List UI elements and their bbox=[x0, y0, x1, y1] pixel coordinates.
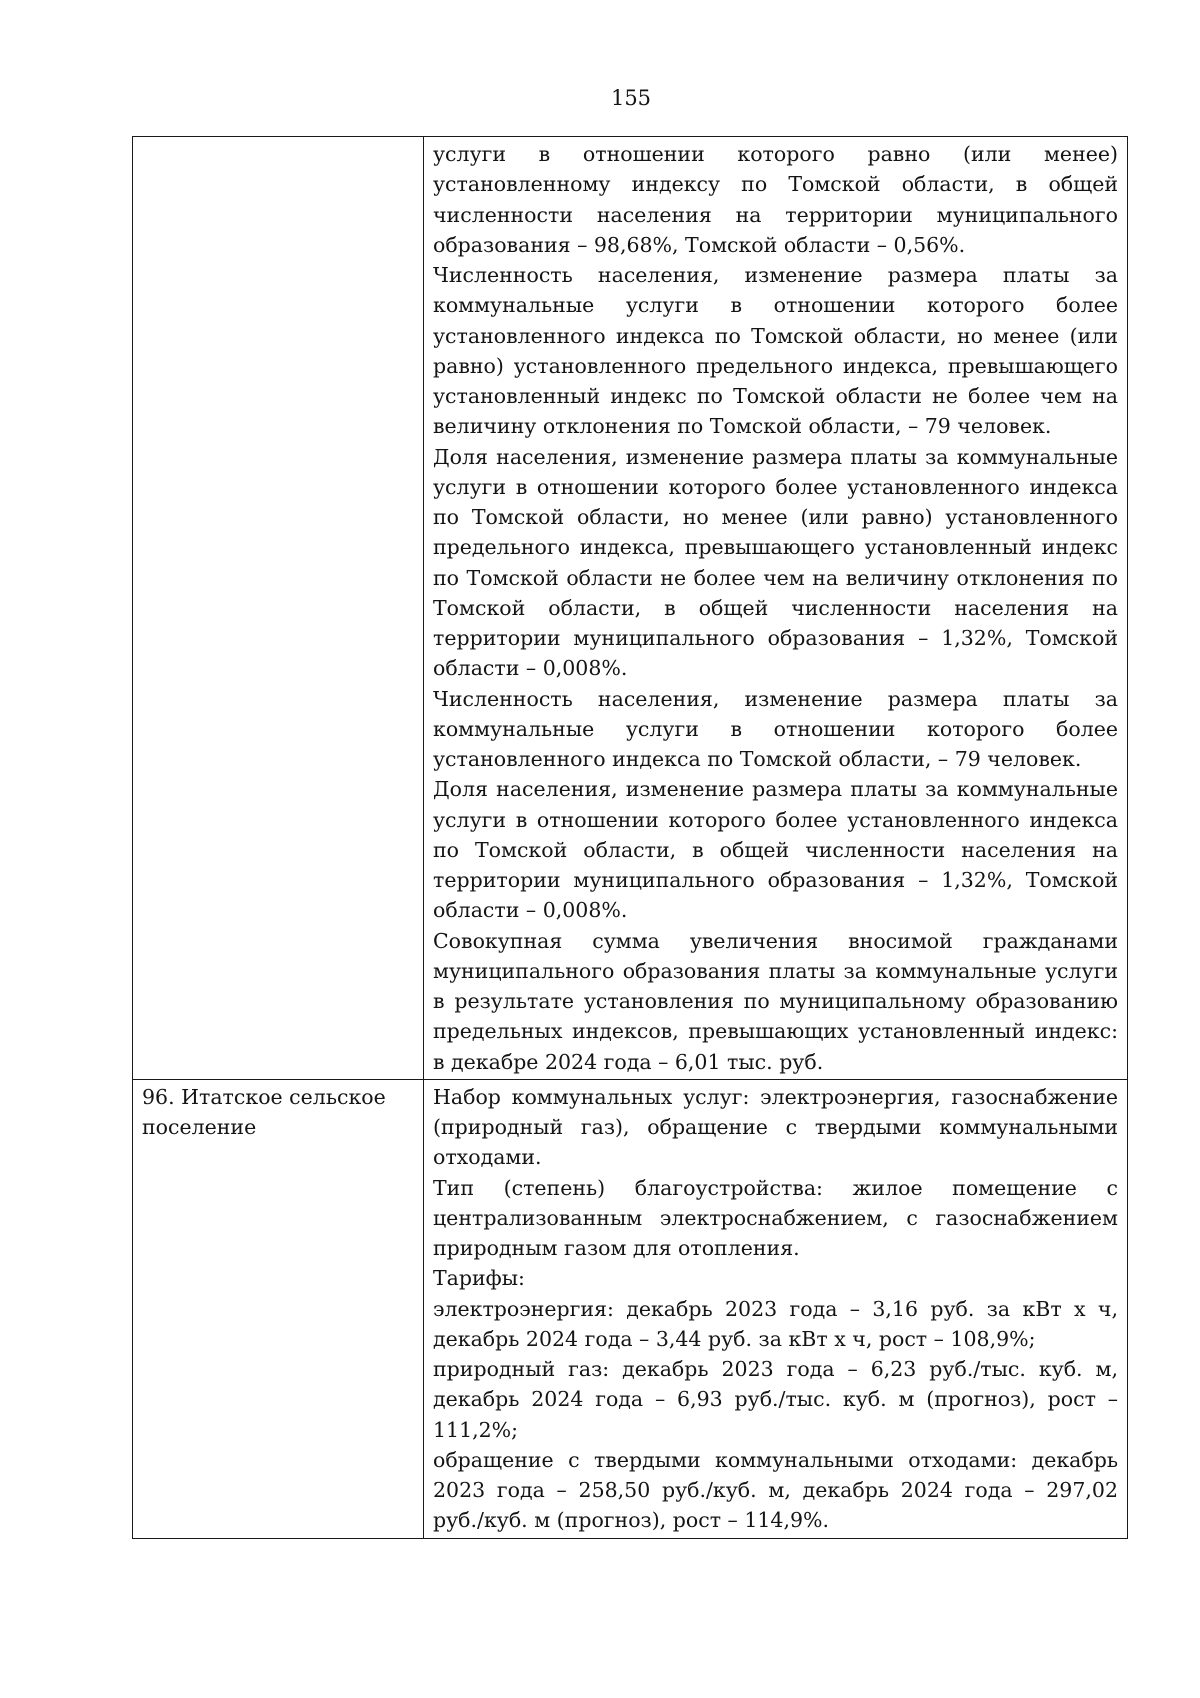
paragraph: обращение с твердыми коммунальными отходами: декабрь 2023 года – 258,50 руб./куб. м, декабрь 2024 года – 297,02 руб./куб. м (прогноз), рост – 114,9%. bbox=[433, 1447, 1118, 1533]
paragraph: Численность населения, изменение размера платы за коммунальные услуги в отношении которого более установленного индекса по Томской области, но менее (или равно) установленного предельного индекса, превышающего установленный индекс по Томской области не более чем на величину отклонения по Томской области, – 79 человек. bbox=[433, 263, 1118, 439]
paragraph: Численность населения, изменение размера платы за коммунальные услуги в отношении которого более установленного индекса по Томской области, – 79 человек. bbox=[433, 686, 1118, 771]
paragraph: Доля населения, изменение размера платы за коммунальные услуги в отношении которого более установленного индекса по Томской области, но менее (или равно) установленного предельного индекса, превышающего установленный индекс по Томской области не более чем на величину отклонения по Томской области, в общей численности населения на территории муниципального образования – 1,32%, Томской области – 0,008%. bbox=[433, 444, 1118, 681]
region-name: 96. Итатское сельское поселение bbox=[142, 1084, 386, 1139]
paragraph: Тип (степень) благоустройства: жилое помещение с централизованным электроснабжением, с газоснабжением природным газом для отопления. bbox=[433, 1175, 1118, 1260]
description-cell bbox=[424, 1079, 1128, 1538]
paragraph: Совокупная сумма увеличения вносимой гражданами муниципального образования платы за коммунальные услуги в результате установления по муниципальному образованию предельных индексов, превышающих установленный индекс: в декабре 2024 года – 6,01 тыс. руб. bbox=[433, 928, 1118, 1074]
region-cell bbox=[133, 137, 424, 1080]
paragraph: услуги в отношении которого равно (или менее) установленному индексу по Томской области, в общей численности населения на территории муниципального образования – 98,68%, Томской области – 0,56%. bbox=[433, 142, 1118, 257]
paragraph: Набор коммунальных услуг: электроэнергия, газоснабжение (природный газ), обращение с твердыми коммунальными отходами. bbox=[433, 1084, 1118, 1170]
description-cell bbox=[424, 137, 1128, 1080]
document-table bbox=[132, 136, 1128, 1539]
paragraph: Тарифы: bbox=[433, 1266, 525, 1291]
page-number: 155 bbox=[610, 86, 652, 110]
region-cell bbox=[133, 1079, 424, 1538]
paragraph: природный газ: декабрь 2023 года – 6,23 руб./тыс. куб. м, декабрь 2024 года – 6,93 руб./тыс. куб. м (прогноз), рост – 111,2%; bbox=[433, 1357, 1118, 1442]
table-row bbox=[133, 1079, 1128, 1538]
paragraph: Доля населения, изменение размера платы за коммунальные услуги в отношении которого более установленного индекса по Томской области, в общей численности населения на территории муниципального образования – 1,32%, Томской области – 0,008%. bbox=[433, 777, 1118, 923]
table-row bbox=[133, 137, 1128, 1080]
paragraph: электроэнергия: декабрь 2023 года – 3,16 руб. за кВт х ч, декабрь 2024 года – 3,44 руб. за кВт х ч, рост – 108,9%; bbox=[433, 1296, 1118, 1351]
